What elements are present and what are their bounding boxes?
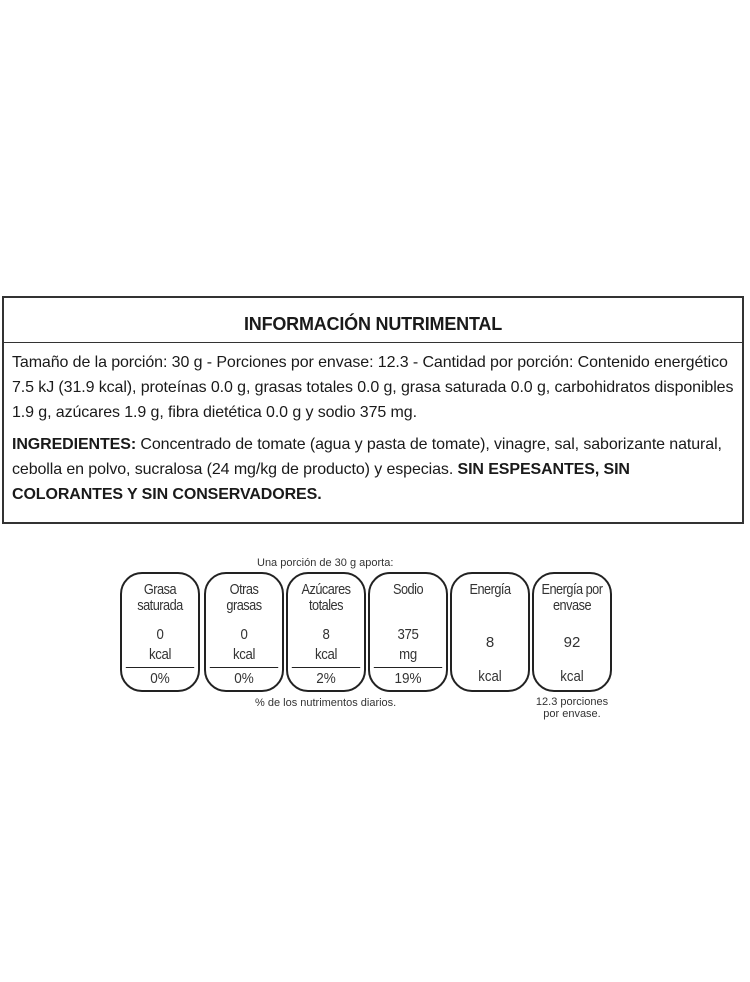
card-value: 0	[240, 626, 248, 643]
card-value: 8	[485, 634, 495, 651]
card-percent: 0%	[126, 667, 194, 690]
serving-info-text: Tamaño de la porción: 30 g - Porciones por envase: 12.3 - Cantidad por porción: Contenido energético 7.5 kJ (31.9 kcal), proteínas 0.0 g, grasas totales 0.0 g, grasa saturada 0.0 g, carbohidratos disponibles 1.9 g, azúcares 1.9 g, fibra dietética 0.0 g y sodio 375 mg.	[12, 354, 734, 421]
card-unit: kcal	[478, 668, 502, 685]
card-percent: 19%	[374, 667, 442, 690]
ingredients-warning: SIN ESPESANTES, SIN COLORANTES Y SIN CONSERVADORES.	[12, 461, 630, 503]
gda-card-other-fats	[204, 572, 284, 692]
gda-card-saturated-fat	[120, 572, 200, 692]
gda-card-energy-per-pack	[532, 572, 612, 692]
gda-caption-top: Una porción de 30 g aporta:	[257, 557, 394, 569]
gda-card-energy	[450, 572, 530, 692]
card-value: 8	[322, 626, 330, 643]
gda-caption-right: 12.3 porciones por envase.	[535, 696, 609, 720]
card-name: Otras grasas	[226, 581, 262, 614]
ingredients-label: INGREDIENTES:	[12, 436, 137, 453]
panel-title: INFORMACIÓN NUTRIMENTAL	[243, 314, 503, 334]
gda-card-sugars	[286, 572, 366, 692]
card-name: Energía por envase	[541, 581, 603, 614]
gda-card-sodium	[368, 572, 448, 692]
card-value: 375	[397, 626, 419, 643]
card-name: Energía	[469, 581, 511, 598]
card-name: Azúcares totales	[301, 581, 351, 614]
gda-caption-bottom: % de los nutrimentos diarios.	[255, 697, 397, 709]
card-unit: kcal	[232, 646, 256, 663]
card-unit: mg	[399, 646, 417, 663]
card-unit: kcal	[148, 646, 172, 663]
card-unit: kcal	[560, 668, 584, 685]
ingredients-text: Concentrado de tomate (agua y pasta de tomate), vinagre, sal, saborizante natural, cebolla en polvo, sucralosa (24 mg/kg de producto) y especias.	[12, 436, 722, 478]
card-value: 0	[156, 626, 164, 643]
card-value: 92	[563, 634, 581, 651]
card-percent: 2%	[292, 667, 360, 690]
card-percent: 0%	[210, 667, 278, 690]
card-name: Sodio	[392, 581, 424, 598]
card-name: Grasa saturada	[137, 581, 183, 614]
card-unit: kcal	[314, 646, 338, 663]
